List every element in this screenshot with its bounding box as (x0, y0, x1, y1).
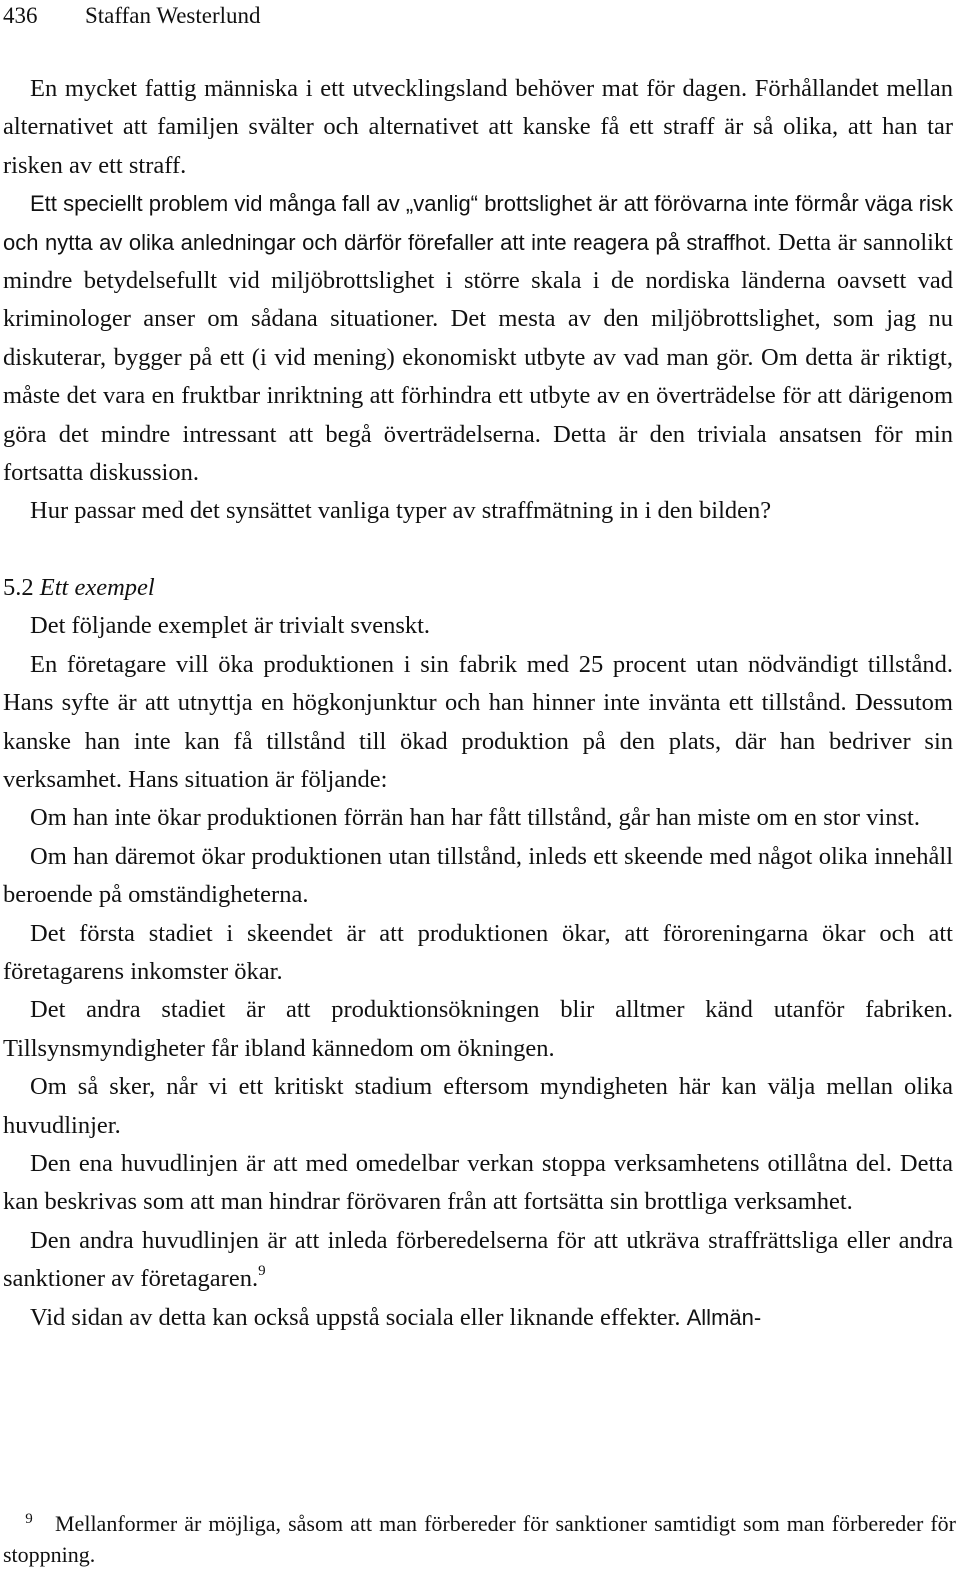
running-head-author: Staffan Westerlund (85, 3, 261, 28)
paragraph-no-increase: Om han inte ökar produktionen förrän han har fått tillstånd, går han miste om en stor vinst. (30, 804, 920, 832)
body-text (3, 70, 953, 1337)
footnote-text: Mellanformer är möjliga, såsom att man förbereder för sanktioner samtidigt som man förbereder för stoppning. (3, 1511, 956, 1567)
paragraph-increase-without-permit: Om han däremot ökar produktionen utan tillstånd, inleds ett skeende med något olika innehåll beroende på omständigheterna. (3, 842, 953, 909)
paragraph-second-main-line-text: Den andra huvudlinjen är att inleda förberedelserna för att utkräva straffrättsliga eller andra sanktioner av företagaren. (3, 1226, 953, 1293)
section-number: 5.2 (3, 573, 34, 601)
section-title: Ett exempel (39, 573, 155, 601)
footnote-reference: 9 (258, 1263, 266, 1280)
paragraph-special-problem (3, 185, 953, 492)
paragraph-example-intro: Det följande exemplet är trivialt svenskt. (30, 612, 431, 640)
paragraph-second-main-line (3, 1222, 953, 1299)
paragraph-first-main-line: Den ena huvudlinjen är att med omedelbar verkan stoppa verksamhetens otillåtna del. Detta kan beskrivas som att man hindrar förövaren från att fortsätta sin brottliga verksamhet. (3, 1149, 953, 1216)
paragraph-critical-stage: Om så sker, når vi ett kritiskt stadium eftersom myndigheten här kan välja mellan olika huvudlinjer. (3, 1073, 953, 1139)
footnote: 9 Mellanformer är möjliga, såsom att man förbereder för sanktioner samtidigt som man förbereder för stoppning. (3, 1511, 956, 1567)
paragraph-social-effects-sans-part: Allmän- (686, 1304, 762, 1330)
running-head (3, 0, 261, 32)
paragraph-second-stage: Det andra stadiet är att produktionsökningen blir alltmer känd utanför fabriken. Tillsynsmyndigheter får ibland kännedom om ökningen. (3, 996, 953, 1062)
page-number: 436 (3, 3, 38, 28)
paragraph-special-problem-sans-part: Ett speciellt problem vid många fall av „vanlig“ brottslighet är att förövarna inte förmår väga risk och nytta av olika anledningar och därför förefaller att inte reagera på straffhot. (3, 191, 953, 255)
paragraph-social-effects (3, 1299, 953, 1337)
section-heading (3, 569, 953, 607)
paragraph-entrepreneur: En företagare vill öka produktionen i sin fabrik med 25 procent utan nödvändigt tillstånd. Hans syfte är att utnyttja en högkonjunktur och han hinner inte invänta ett tillstånd. Dessutom kanske han inte kan få tillstånd till ökad produktion på den plats, där han bedriver sin verksamhet. Hans situation är följande: (3, 650, 953, 793)
paragraph-poverty: En mycket fattig människa i ett utvecklingsland behöver mat för dagen. Förhållandet mellan alternativet att familjen svälter och alternativet att kanske få ett straff är så olika, att han tar risken av ett straff. (3, 75, 953, 179)
paragraph-question: Hur passar med det synsättet vanliga typer av straffmätning in i den bilden? (30, 497, 772, 525)
paragraph-special-problem-serif-part: Detta är sannolikt mindre betydelsefullt vid miljöbrottslighet i större skala i de nordiska länderna oavsett vad kriminologer anser om sådana situationer. Det mesta av den miljöbrottslighet, som jag nu diskuterar, bygger på ett (i vid mening) ekonomiskt utbyte av vad man gör. Om detta är riktigt, måste det vara en fruktbar inriktning att förhindra ett utbyte av en överträdelse för att därigenom göra det mindre intressant att begå överträdelserna. Detta är den triviala ansatsen för min fortsatta diskussion. (3, 228, 953, 487)
section-spacer (3, 531, 953, 569)
paragraph-social-effects-serif-part: Vid sidan av detta kan också uppstå sociala eller liknande effekter. (30, 1303, 687, 1331)
paragraph-first-stage: Det första stadiet i skeendet är att produktionen ökar, att föroreningarna ökar och att företagarens inkomster ökar. (3, 919, 953, 985)
